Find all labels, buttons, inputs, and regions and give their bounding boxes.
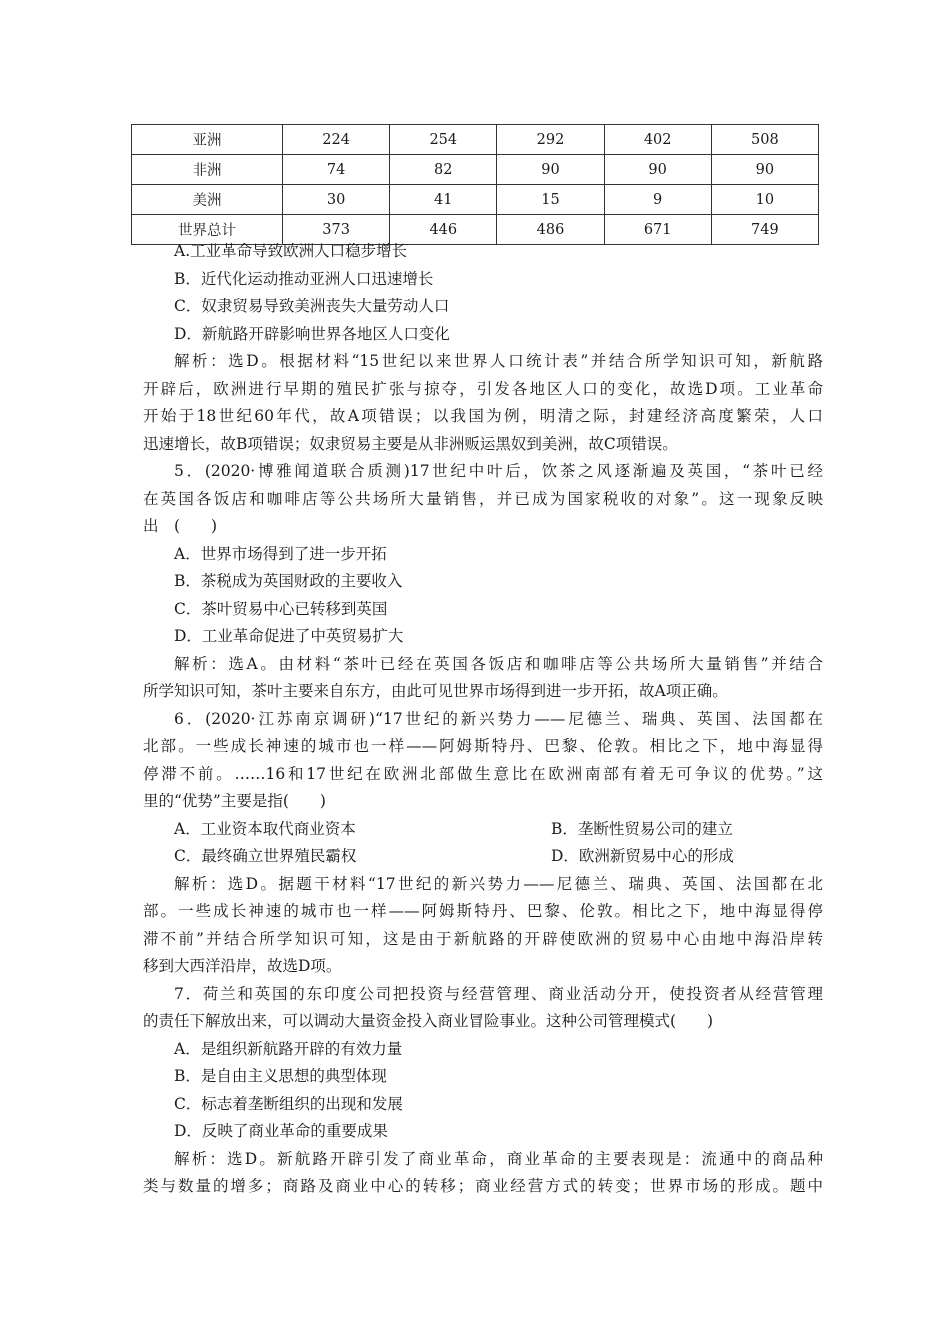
q5-stem-line: 5．(2020·博雅闻道联合质测)17世纪中叶后，饮茶之风逐渐遍及英国，“茶叶已经	[174, 462, 823, 480]
value-cell: 90	[711, 155, 818, 185]
table-row	[132, 185, 819, 215]
value-cell: 446	[390, 215, 497, 245]
value-cell: 90	[604, 155, 711, 185]
q6-analysis-line: 移到大西洋沿岸，故选D项。	[143, 957, 342, 975]
q7-option-c: C．标志着垄断组织的出现和发展	[174, 1094, 403, 1113]
value-cell: 508	[711, 125, 818, 155]
q4-option-c: C．奴隶贸易导致美洲丧失大量劳动人口	[174, 297, 450, 315]
value-cell: 74	[283, 155, 390, 185]
q7-option-d: D．反映了商业革命的重要成果	[174, 1122, 388, 1140]
q7-analysis-line: 类与数量的增多；商路及商业中心的转移；商业经营方式的转变；世界市场的形成。题中	[143, 1177, 823, 1195]
value-cell: 30	[283, 185, 390, 215]
q6-analysis-line: 解析：选D。据题干材料“17世纪的新兴势力——尼德兰、瑞典、英国、法国都在北	[174, 874, 823, 893]
region-cell: 世界总计	[132, 215, 283, 245]
q6-option-a: A．工业资本取代商业资本	[174, 819, 356, 838]
q4-analysis-line: 解析：选D。根据材料“15世纪以来世界人口统计表”并结合所学知识可知，新航路	[174, 352, 823, 370]
q7-option-a: A．是组织新航路开辟的有效力量	[174, 1039, 403, 1058]
table-row	[132, 155, 819, 185]
value-cell: 486	[497, 215, 604, 245]
q7-stem-line: 7．荷兰和英国的东印度公司把投资与经营管理、商业活动分开，使投资者从经营管理	[174, 984, 823, 1003]
value-cell: 90	[497, 155, 604, 185]
region-cell: 亚洲	[132, 125, 283, 155]
q5-option-c: C．茶叶贸易中心已转移到英国	[174, 599, 388, 618]
region-cell: 美洲	[132, 185, 283, 215]
q6-analysis-line: 部。一些成长神速的城市也一样——阿姆斯特丹、巴黎、伦敦。相比之下，地中海显得停	[143, 902, 823, 920]
value-cell: 15	[497, 185, 604, 215]
value-cell: 292	[497, 125, 604, 155]
value-cell: 671	[604, 215, 711, 245]
value-cell: 10	[711, 185, 818, 215]
q6-stem-line: 里的“优势”主要是指( )	[143, 792, 326, 810]
q4-analysis-line: 开辟后，欧洲进行早期的殖民扩张与掠夺，引发各地区人口的变化，故选D项。工业革命	[143, 379, 823, 398]
value-cell: 41	[390, 185, 497, 215]
q5-analysis-line: 所学知识可知，茶叶主要来自东方，由此可见世界市场得到进一步开拓，故A项正确。	[143, 682, 728, 700]
q5-option-b: B．茶税成为英国财政的主要收入	[174, 572, 403, 590]
q7-option-b: B．是自由主义思想的典型体现	[174, 1067, 387, 1085]
value-cell: 82	[390, 155, 497, 185]
q4-option-a: A.工业革命导致欧洲人口稳步增长	[174, 242, 408, 260]
value-cell: 402	[604, 125, 711, 155]
q6-stem-line: 北部。一些成长神速的城市也一样——阿姆斯特丹、巴黎、伦敦。相比之下，地中海显得	[143, 737, 823, 755]
q5-option-d: D．工业革命促进了中英贸易扩大	[174, 627, 404, 645]
value-cell: 224	[283, 125, 390, 155]
q5-option-a: A．世界市场得到了进一步开拓	[174, 544, 387, 563]
value-cell: 749	[711, 215, 818, 245]
q4-analysis-line: 迅速增长，故B项错误；奴隶贸易主要是从非洲贩运黑奴到美洲，故C项错误。	[143, 434, 678, 453]
q6-analysis-line: 滞不前”并结合所学知识可知，这是由于新航路的开辟使欧洲的贸易中心由地中海沿岸转	[143, 929, 823, 948]
value-cell: 373	[283, 215, 390, 245]
region-cell: 非洲	[132, 155, 283, 185]
q4-option-d: D．新航路开辟影响世界各地区人口变化	[174, 324, 450, 343]
q5-stem-line: 在英国各饭店和咖啡店等公共场所大量销售，并已成为国家税收的对象”。这一现象反映	[143, 489, 823, 508]
q6-stem-line: 6．(2020·江苏南京调研)“17世纪的新兴势力——尼德兰、瑞典、英国、法国都在	[174, 709, 823, 728]
q6-option-d: D．欧洲新贸易中心的形成	[551, 847, 734, 865]
table-row	[132, 125, 819, 155]
q6-options-row	[143, 816, 823, 844]
q6-option-b: B．垄断性贸易公司的建立	[551, 819, 733, 838]
population-table	[131, 124, 819, 245]
q7-analysis-line: 解析：选D。新航路开辟引发了商业革命，商业革命的主要表现是：流通中的商品种	[174, 1149, 823, 1168]
q6-options-row	[143, 843, 823, 871]
q6-option-c: C．最终确立世界殖民霸权	[174, 847, 357, 865]
value-cell: 254	[390, 125, 497, 155]
q4-analysis-line: 开始于18世纪60年代，故A项错误；以我国为例，明清之际，封建经济高度繁荣，人口	[143, 407, 823, 425]
q5-stem-line: 出 ( )	[143, 517, 218, 535]
document-body	[143, 238, 823, 1201]
q6-stem-line: 停滞不前。……16和17世纪在欧洲北部做生意比在欧洲南部有着无可争议的优势。”这	[143, 764, 823, 783]
q7-stem-line: 的责任下解放出来，可以调动大量资金投入商业冒险事业。这种公司管理模式( )	[143, 1012, 714, 1030]
value-cell: 9	[604, 185, 711, 215]
q4-option-b: B．近代化运动推动亚洲人口迅速增长	[174, 269, 434, 288]
q5-analysis-line: 解析：选A。由材料“茶叶已经在英国各饭店和咖啡店等公共场所大量销售”并结合	[174, 654, 823, 673]
